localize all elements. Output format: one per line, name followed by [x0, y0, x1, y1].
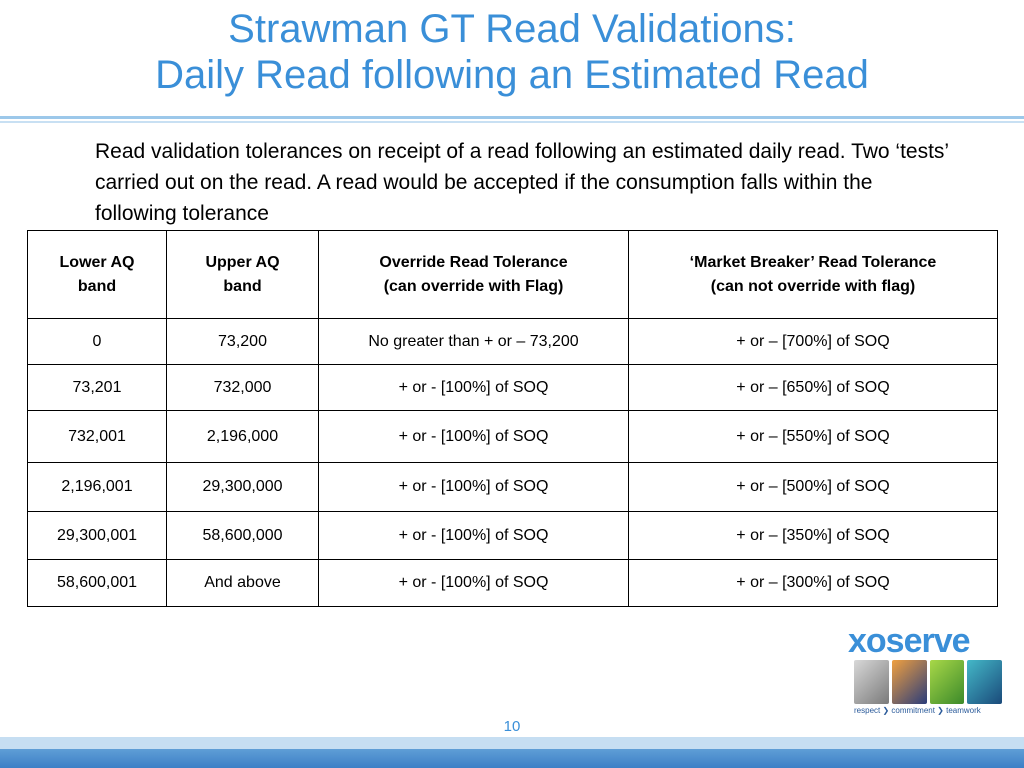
cell-lower-aq: 73,201: [28, 365, 167, 411]
cell-upper-aq: 732,000: [167, 365, 319, 411]
table-row: [28, 560, 998, 607]
cell-upper-aq: 29,300,000: [167, 463, 319, 512]
cell-lower-aq: 29,300,001: [28, 512, 167, 560]
logo-tile-gas-flame: [892, 660, 927, 704]
cell-override-tolerance: No greater than + or – 73,200: [319, 319, 629, 365]
cell-upper-aq: 73,200: [167, 319, 319, 365]
slide-title: [0, 6, 1024, 98]
footer-band-light: [0, 737, 1024, 749]
title-divider-light: [0, 121, 1024, 123]
xoserve-logo: [848, 622, 1004, 718]
logo-wordmark: xoserve: [848, 622, 970, 660]
header-override-read-tolerance: Override Read Tolerance (can override with Flag): [319, 231, 629, 319]
logo-tile-network: [967, 660, 1002, 704]
cell-override-tolerance: + or - [100%] of SOQ: [319, 512, 629, 560]
page-number: 10: [503, 718, 521, 735]
cell-override-tolerance: + or - [100%] of SOQ: [319, 365, 629, 411]
cell-lower-aq: 2,196,001: [28, 463, 167, 512]
tolerance-table: [27, 230, 998, 607]
header-lower-aq-band: Lower AQ band: [28, 231, 167, 319]
footer-band: [0, 749, 1024, 768]
intro-paragraph: Read validation tolerances on receipt of a read following an estimated daily read. Two ‘tests’ carried out on the read. A read would be accepted if the consumption falls within the following tolerance: [95, 140, 949, 225]
cell-upper-aq: 58,600,000: [167, 512, 319, 560]
cell-market-breaker-tolerance: + or – [300%] of SOQ: [629, 560, 998, 607]
cell-override-tolerance: + or - [100%] of SOQ: [319, 411, 629, 463]
cell-market-breaker-tolerance: + or – [350%] of SOQ: [629, 512, 998, 560]
cell-market-breaker-tolerance: + or – [650%] of SOQ: [629, 365, 998, 411]
table-row: [28, 365, 998, 411]
cell-upper-aq: And above: [167, 560, 319, 607]
table-row: [28, 319, 998, 365]
table-row: [28, 411, 998, 463]
table-row: [28, 512, 998, 560]
header-market-breaker-tolerance: ‘Market Breaker’ Read Tolerance (can not override with flag): [629, 231, 998, 319]
cell-market-breaker-tolerance: + or – [700%] of SOQ: [629, 319, 998, 365]
logo-image-tiles: [854, 660, 1002, 704]
cell-lower-aq: 0: [28, 319, 167, 365]
cell-lower-aq: 58,600,001: [28, 560, 167, 607]
header-upper-aq-band: Upper AQ band: [167, 231, 319, 319]
cell-lower-aq: 732,001: [28, 411, 167, 463]
cell-upper-aq: 2,196,000: [167, 411, 319, 463]
slide-title-line-2: Daily Read following an Estimated Read: [155, 53, 869, 97]
table-header-row: [28, 231, 998, 319]
logo-tile-leaf: [930, 660, 965, 704]
logo-tile-keyboard: [854, 660, 889, 704]
title-divider: [0, 116, 1024, 119]
slide-title-line-1: Strawman GT Read Validations:: [228, 7, 796, 51]
table-row: [28, 463, 998, 512]
logo-tagline: respect ❯ commitment ❯ teamwork: [854, 706, 981, 715]
cell-market-breaker-tolerance: + or – [550%] of SOQ: [629, 411, 998, 463]
cell-override-tolerance: + or - [100%] of SOQ: [319, 463, 629, 512]
cell-market-breaker-tolerance: + or – [500%] of SOQ: [629, 463, 998, 512]
cell-override-tolerance: + or - [100%] of SOQ: [319, 560, 629, 607]
